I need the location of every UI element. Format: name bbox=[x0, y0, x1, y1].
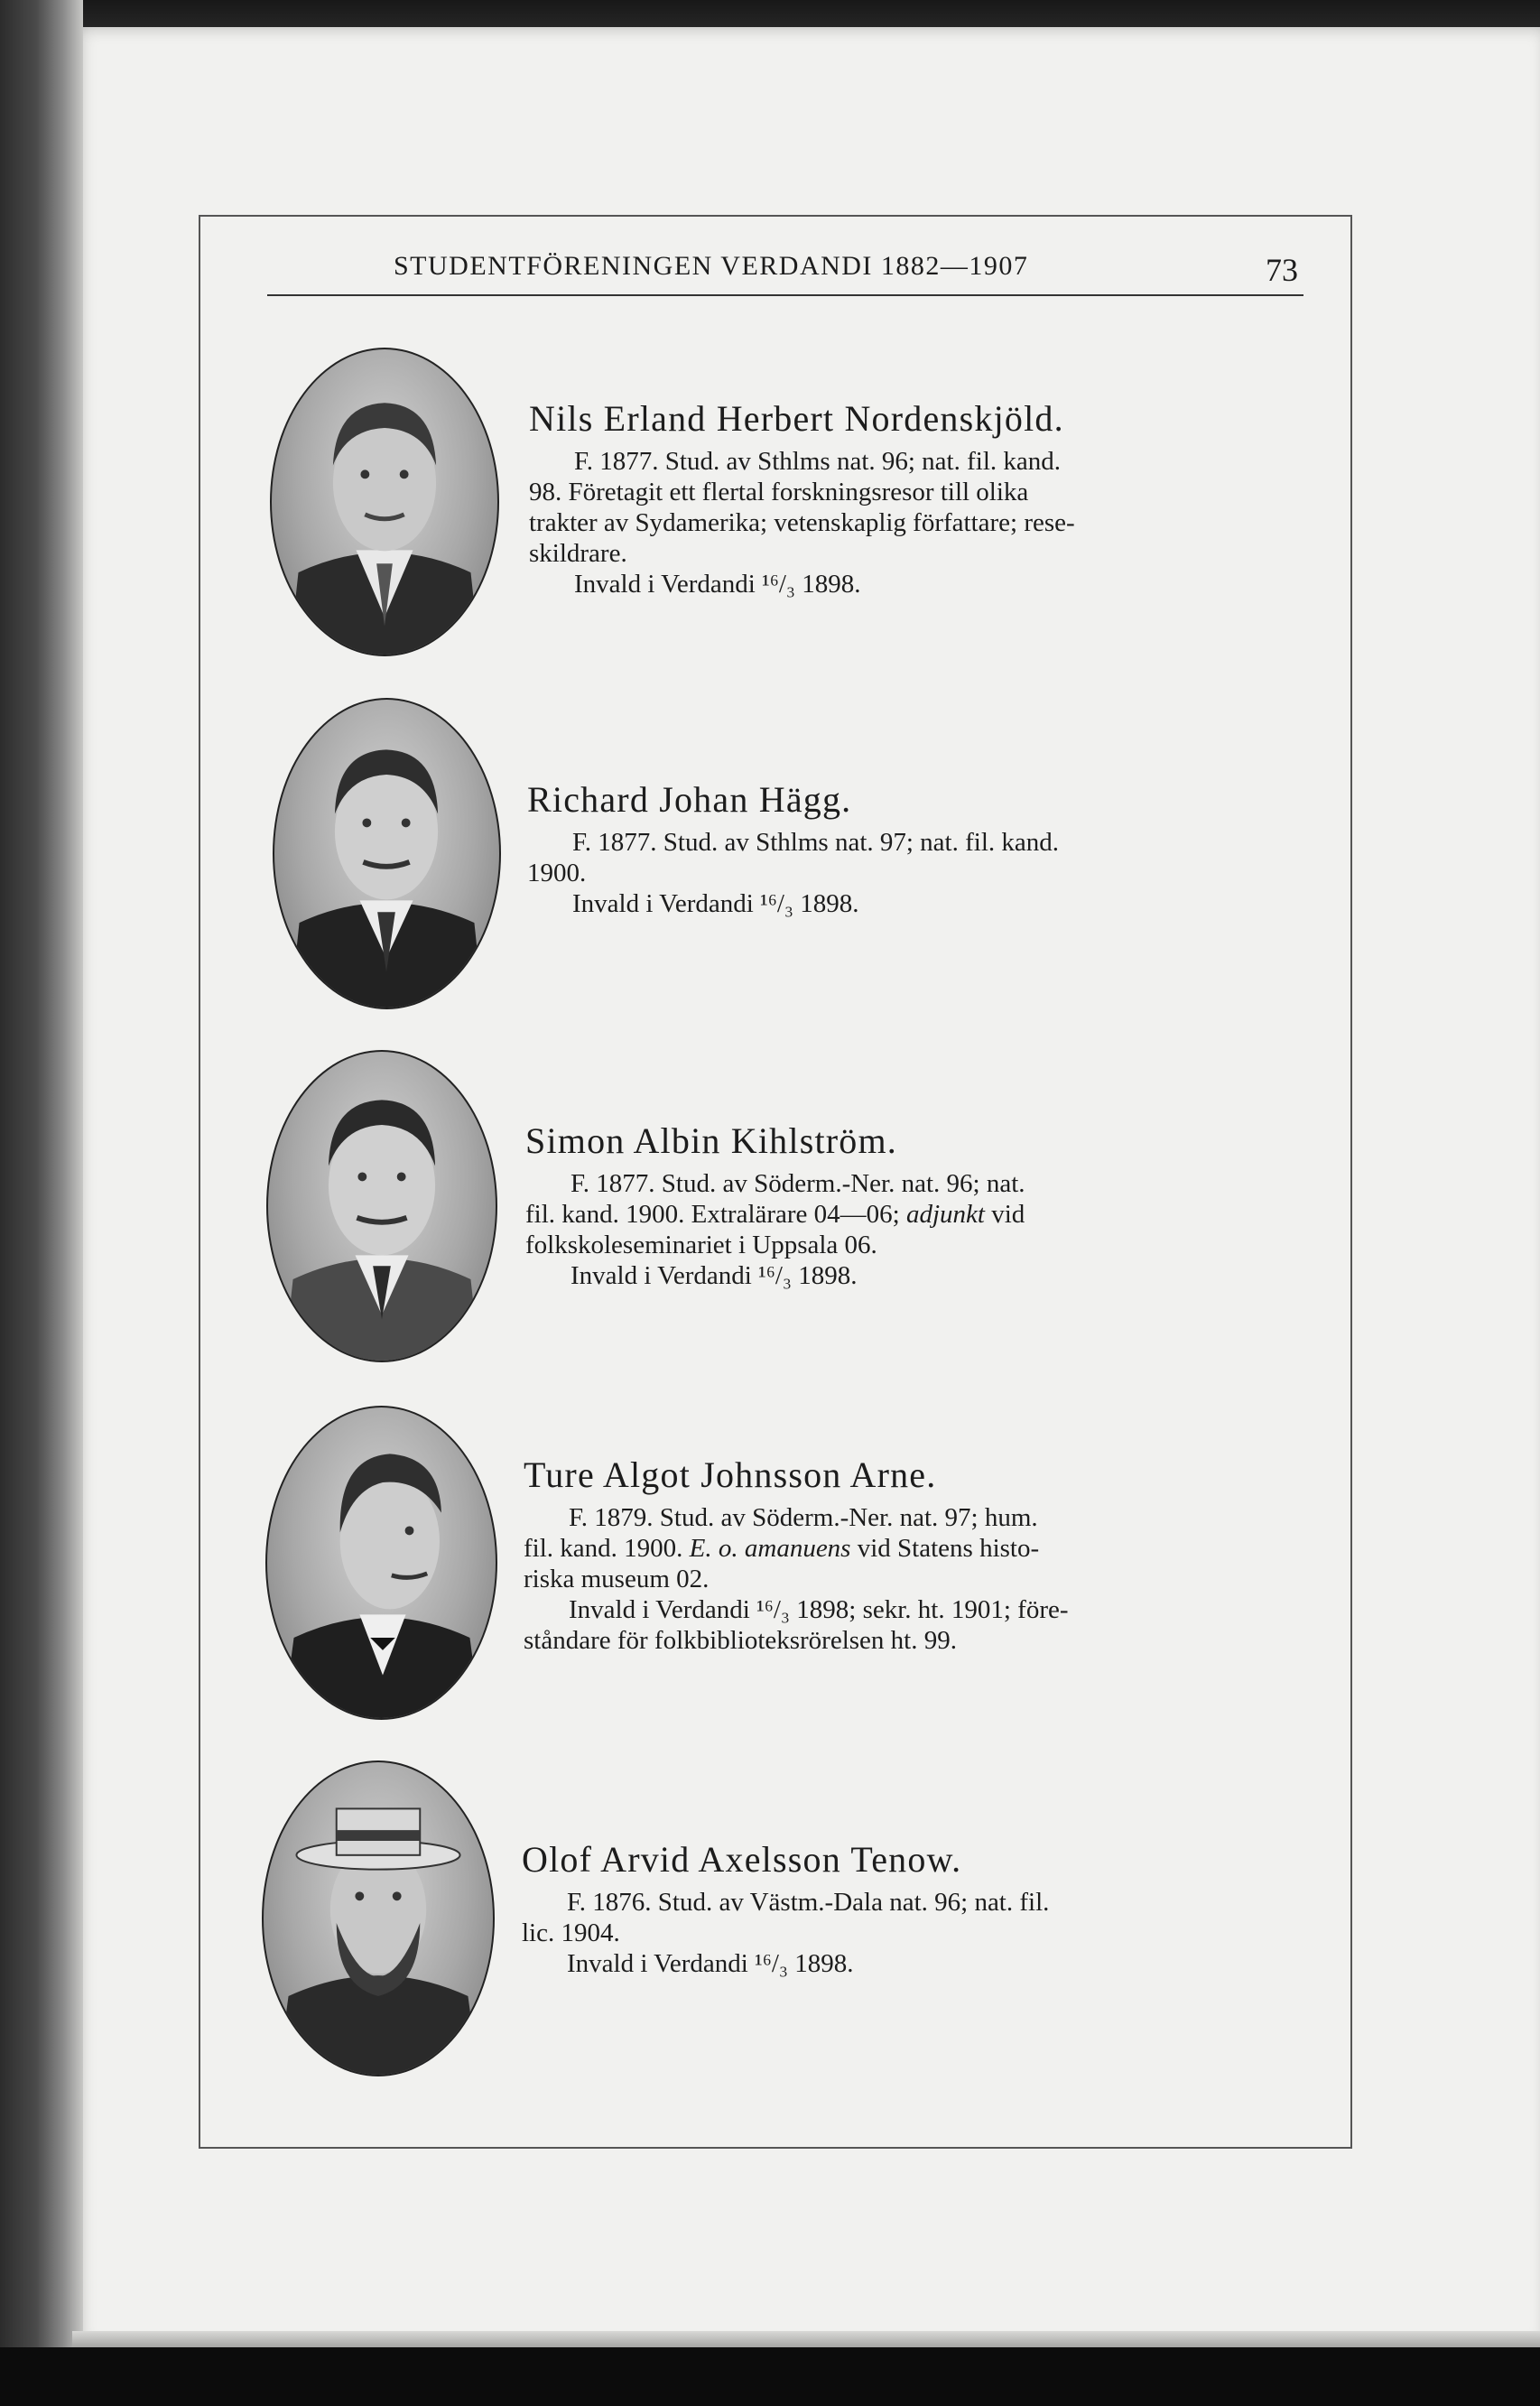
portrait-photo-icon bbox=[268, 1052, 496, 1361]
entry-invald: Invald i Verdandi ¹⁶/₃ 1898. bbox=[571, 1261, 858, 1290]
entry-text-line: 98. Företagit ett flertal forskningsresor till olika bbox=[529, 478, 1029, 506]
entry-invald: Invald i Verdandi ¹⁶/₃ 1898. bbox=[574, 570, 861, 599]
entry-text-line: riska museum 02. bbox=[524, 1565, 710, 1593]
entry-text-segment: fil. kand. 1900. Extralärare 04—06; bbox=[525, 1200, 906, 1229]
portrait-kihlstrom bbox=[266, 1050, 497, 1362]
entry-tenow bbox=[522, 1838, 1298, 1979]
entry-text-line: F. 1879. Stud. av Söderm.-Ner. nat. 97; hum. bbox=[569, 1503, 1038, 1532]
entry-text-line: folkskoleseminariet i Uppsala 06. bbox=[525, 1231, 877, 1259]
portrait-tenow bbox=[262, 1760, 495, 2076]
running-title: STUDENTFÖRENINGEN VERDANDI 1882—1907 bbox=[394, 251, 1029, 281]
entry-text-segment: fil. kand. 1900. bbox=[524, 1534, 690, 1563]
entry-nordenskjold bbox=[529, 397, 1305, 599]
entry-text-line: F. 1877. Stud. av Söderm.-Ner. nat. 96; nat. bbox=[571, 1169, 1025, 1198]
entry-text-segment: vid Statens histo- bbox=[850, 1534, 1040, 1563]
entry-text-line: F. 1877. Stud. av Sthlms nat. 96; nat. fil. kand. bbox=[574, 447, 1062, 476]
entry-hagg bbox=[527, 778, 1303, 919]
portrait-arne bbox=[265, 1406, 497, 1720]
entry-text-line: skildrare. bbox=[529, 539, 627, 568]
entry-text-line: trakter av Sydamerika; vetenskaplig författare; rese- bbox=[529, 508, 1075, 537]
entry-name: Olof Arvid Axelsson Tenow. bbox=[522, 1839, 962, 1880]
entry-text-line: lic. 1904. bbox=[522, 1918, 620, 1947]
entry-name: Nils Erland Herbert Nordenskjöld. bbox=[529, 398, 1064, 439]
entry-name: Ture Algot Johnsson Arne. bbox=[524, 1454, 937, 1495]
entry-text-italic: adjunkt bbox=[906, 1200, 985, 1229]
entry-text-line: ståndare för folkbiblioteksrörelsen ht. 99. bbox=[524, 1626, 957, 1655]
entry-invald: Invald i Verdandi ¹⁶/₃ 1898. bbox=[567, 1949, 854, 1978]
entry-text-line: F. 1877. Stud. av Sthlms nat. 97; nat. fil. kand. bbox=[572, 828, 1060, 857]
portrait-photo-icon bbox=[274, 700, 499, 1008]
entry-name: Richard Johan Hägg. bbox=[527, 779, 852, 820]
page-number: 73 bbox=[1266, 252, 1298, 288]
entry-text-line bbox=[524, 1533, 1300, 1564]
portrait-photo-icon bbox=[264, 1762, 493, 2075]
scan-bottom-edge bbox=[0, 2347, 1540, 2406]
entry-text-line bbox=[525, 1199, 1302, 1230]
entry-text-line: 1900. bbox=[527, 859, 587, 887]
entry-text-line: F. 1876. Stud. av Västm.-Dala nat. 96; nat. fil. bbox=[567, 1888, 1050, 1917]
portrait-photo-icon bbox=[272, 349, 497, 655]
entry-invald: Invald i Verdandi ¹⁶/₃ 1898. bbox=[572, 889, 859, 918]
entry-name: Simon Albin Kihlström. bbox=[525, 1120, 898, 1161]
book-binding bbox=[0, 0, 83, 2356]
entry-text-italic: E. o. amanuens bbox=[689, 1534, 851, 1563]
entry-invald: Invald i Verdandi ¹⁶/₃ 1898; sekr. ht. 1901; före- bbox=[569, 1595, 1069, 1624]
entry-arne bbox=[524, 1454, 1300, 1656]
portrait-photo-icon bbox=[267, 1407, 496, 1718]
running-head bbox=[267, 246, 1303, 296]
portrait-nordenskjold bbox=[270, 348, 499, 656]
entry-text-segment: vid bbox=[985, 1200, 1025, 1229]
portrait-hagg bbox=[273, 698, 501, 1009]
entry-kihlstrom bbox=[525, 1119, 1302, 1291]
